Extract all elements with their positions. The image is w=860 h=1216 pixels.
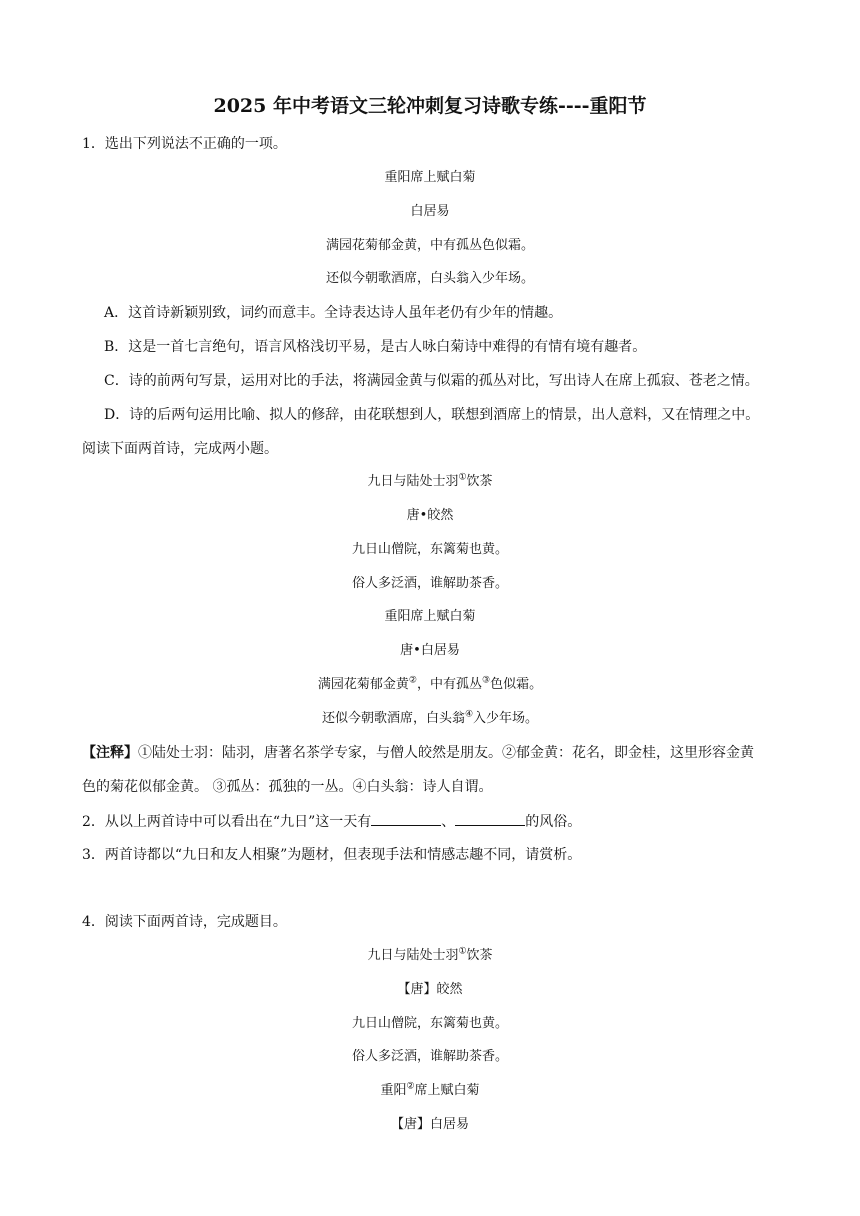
poem-title: 重阳席上赋白菊 [384,609,476,624]
poem-title: 九日与陆处士羽①饮茶 [367,472,493,489]
question-2: 2．从以上两首诗中可以看出在“九日”这一天有 、 的风俗。 [82,811,820,832]
poem-line: 满园花菊郁金黄②，中有孤丛③色似霜。 [317,675,543,692]
poem-title: 重阳席上赋白菊 [384,170,476,185]
question-3: 3．两首诗都以“九日和友人相聚”为题材，但表现手法和情感志趣不同，请赏析。 [82,847,582,863]
annotation-continued: 色的菊花似郁金黄。 ③孤丛：孤独的一丛。④白头翁：诗人自谓。 [82,779,493,795]
poem-author: 【唐】皎然 [397,982,463,997]
question-4-stem: 4．阅读下面两首诗，完成题目。 [82,914,287,930]
option-b: B．这是一首七言绝句，语言风格浅切平易，是古人咏白菊诗中难得的有情有境有趣者。 [104,339,647,355]
poem-line: 俗人多泛酒，谁解助茶香。 [351,1049,508,1064]
option-d: D．诗的后两句运用比喻、拟人的修辞，由花联想到人，联想到酒席上的情景，出人意料，又在情理之中。 [104,407,760,423]
poem-line: 九日山僧院，东篱菊也黄。 [351,1016,508,1031]
page-title: 2025 年中考语文三轮冲刺复习诗歌专练----重阳节 [213,95,647,117]
option-c: C．诗的前两句写景，运用对比的手法，将满园金黄与似霜的孤丛对比，写出诗人在席上孤寂、苍老之情。 [104,373,759,389]
poem-line: 九日山僧院，东篱菊也黄。 [351,542,508,557]
poem-line: 俗人多泛酒，谁解助茶香。 [351,576,508,591]
question-1-stem: 1．选出下列说法不正确的一项。 [82,136,287,152]
poem-line: 满园花菊郁金黄，中有孤丛色似霜。 [325,238,534,253]
poem-author: 【唐】白居易 [390,1117,469,1132]
answer-blank[interactable] [371,811,441,826]
annotation-label: 【注释】 [82,745,138,761]
poem-title: 重阳②席上赋白菊 [380,1081,480,1098]
poem-author: 白居易 [410,204,450,219]
poem-author: 唐•白居易 [400,643,460,658]
poem-line: 还似今朝歌酒席，白头翁④入少年场。 [321,709,539,726]
answer-blank[interactable] [455,811,525,826]
annotation: 【注释】①陆处士羽：陆羽，唐著名茶学专家，与僧人皎然是朋友。②郁金黄：花名，即金桂，这里形容金黄 [82,745,754,761]
option-a: A．这首诗新颖别致，词约而意丰。全诗表达诗人虽年老仍有少年的情趣。 [104,305,563,321]
poem-title: 九日与陆处士羽①饮茶 [367,946,493,963]
poem-line: 还似今朝歌酒席，白头翁入少年场。 [325,271,534,286]
poem-author: 唐•皎然 [406,508,454,523]
reading-intro: 阅读下面两首诗，完成两小题。 [82,441,278,457]
